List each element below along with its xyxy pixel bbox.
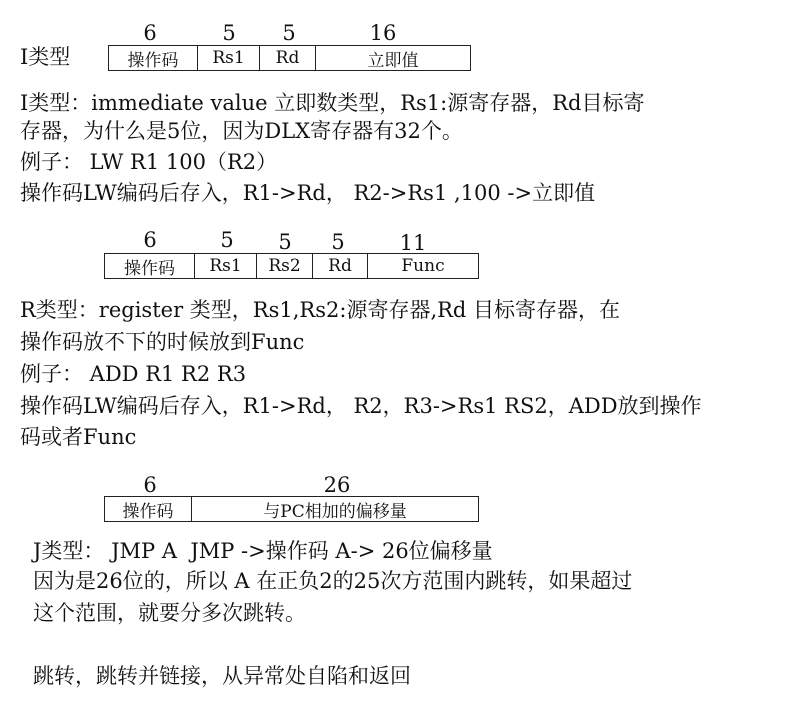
j-bits-opcode: 6: [143, 473, 157, 497]
j-format-table: [104, 496, 479, 522]
i-field-rs1: Rs1: [198, 46, 260, 70]
i-field-imm: 立即值: [367, 50, 419, 71]
i-format-label: I类型: [20, 45, 71, 69]
r-desc-line-2: 操作码放不下的时候放到Func: [20, 330, 305, 354]
r-bits-rs2: 5: [278, 230, 292, 254]
j-desc-line-3: 这个范围，就要分多次跳转。: [33, 601, 306, 625]
j-desc-line-2: 因为是26位的，所以 A 在正负2的25次方范围内跳转，如果超过: [33, 569, 633, 593]
r-desc-line-1: R类型：register 类型，Rs1,Rs2:源寄存器,Rd 目标寄存器，在: [20, 298, 621, 322]
r-field-rs1: Rs1: [195, 254, 257, 278]
i-bits-rd: 5: [282, 21, 296, 45]
i-field-rd: Rd: [260, 46, 316, 70]
i-desc-line-2: 存器，为什么是5位，因为DLX寄存器有32个。: [20, 119, 463, 143]
r-desc-line-5: 码或者Func: [20, 425, 137, 449]
i-field-opcode: 操作码: [109, 46, 198, 70]
j-desc-line-1: J类型： JMP A JMP ->操作码 A-> 26位偏移量: [33, 539, 493, 563]
r-bits-rd: 5: [331, 230, 345, 254]
i-desc-line-3: 例子： LW R1 100（R2）: [20, 150, 278, 174]
r-field-rd: Rd: [313, 254, 368, 278]
i-bits-opcode: 6: [143, 21, 157, 45]
footer-note: 跳转，跳转并链接，从异常处自陷和返回: [33, 664, 411, 688]
r-desc-line-4: 操作码LW编码后存入，R1->Rd， R2，R3->Rs1 RS2，ADD放到操作: [20, 394, 702, 418]
r-bits-rs1: 5: [220, 228, 234, 252]
i-format-table: [108, 45, 471, 71]
j-field-offset: 与PC相加的偏移量: [263, 501, 407, 522]
i-desc-line-1: I类型：immediate value 立即数类型，Rs1:源寄存器，Rd目标寄: [20, 91, 645, 115]
r-desc-line-3: 例子： ADD R1 R2 R3: [20, 362, 247, 386]
r-field-func: Func: [401, 256, 445, 276]
j-field-opcode: 操作码: [105, 497, 192, 521]
r-field-opcode: 操作码: [105, 254, 195, 278]
j-bits-offset: 26: [323, 473, 351, 497]
i-bits-rs1: 5: [222, 21, 236, 45]
r-field-rs2: Rs2: [257, 254, 313, 278]
i-bits-imm: 16: [369, 21, 397, 45]
r-bits-opcode: 6: [143, 228, 157, 252]
i-desc-line-4: 操作码LW编码后存入，R1->Rd， R2->Rs1 ,100 ->立即值: [20, 181, 596, 205]
r-format-table: [104, 253, 479, 279]
r-bits-func: 11: [399, 231, 427, 255]
